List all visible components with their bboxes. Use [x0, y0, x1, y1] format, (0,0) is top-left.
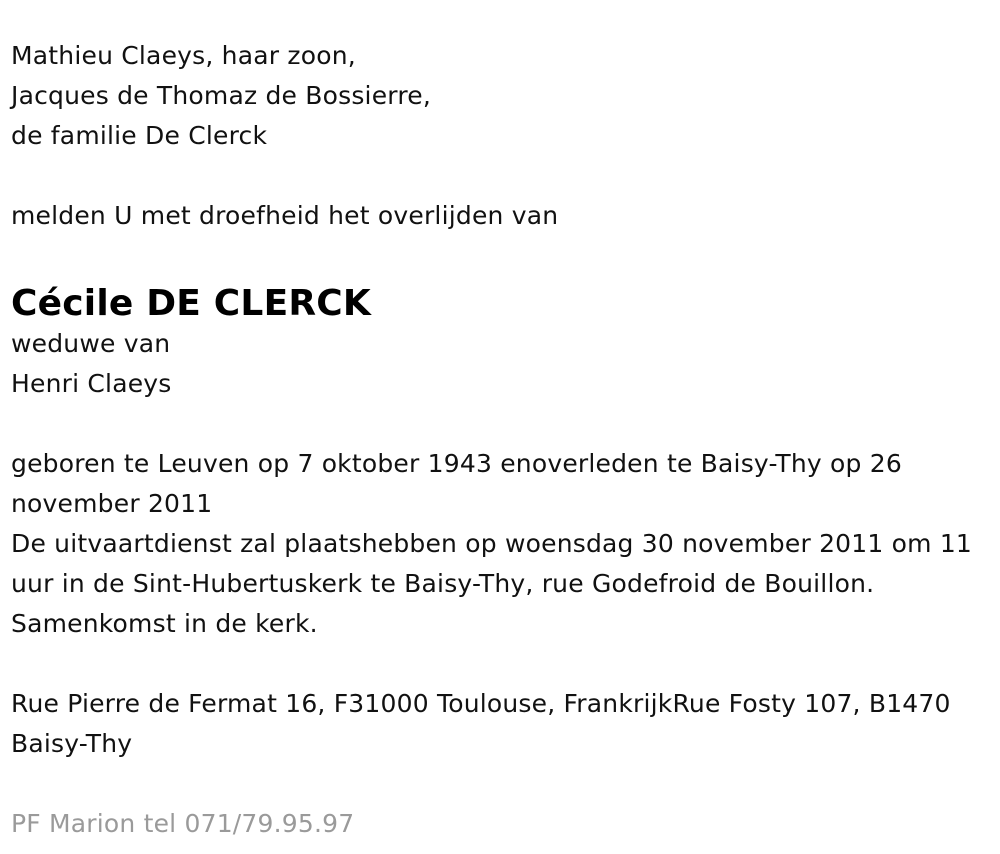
funeral-text: De uitvaartdienst zal plaatshebben op woensdag 30 november 2011 om 11 uur in de Sint-Hubertuskerk te Baisy-Thy, rue Godefroid de Bouillon. — [11, 529, 981, 598]
funeral-home-contact: PF Marion tel 071/79.95.97 — [11, 809, 355, 838]
spouse-name: Henri Claeys — [11, 369, 172, 398]
deceased-block — [11, 280, 991, 404]
announcement-text: melden U met droefheid het overlijden van — [11, 201, 559, 230]
widow-of-label: weduwe van — [11, 329, 171, 358]
details-block — [11, 444, 991, 644]
gathering-text: Samenkomst in de kerk. — [11, 609, 318, 638]
family-line-relative: Jacques de Thomaz de Bossierre, — [11, 81, 431, 110]
deceased-name: Cécile DE CLERCK — [11, 283, 372, 324]
family-block — [11, 36, 991, 156]
spacer — [11, 404, 991, 444]
birth-death-text: geboren te Leuven op 7 oktober 1943 enoverleden te Baisy-Thy op 26 november 2011 — [11, 449, 911, 518]
family-line-family: de familie De Clerck — [11, 121, 268, 150]
spacer — [11, 764, 991, 804]
spacer — [11, 236, 991, 276]
spacer — [11, 644, 991, 684]
addresses-text: Rue Pierre de Fermat 16, F31000 Toulouse, FrankrijkRue Fosty 107, B1470 Baisy-Thy — [11, 689, 959, 758]
spacer — [11, 156, 991, 196]
family-line-son: Mathieu Claeys, haar zoon, — [11, 41, 356, 70]
